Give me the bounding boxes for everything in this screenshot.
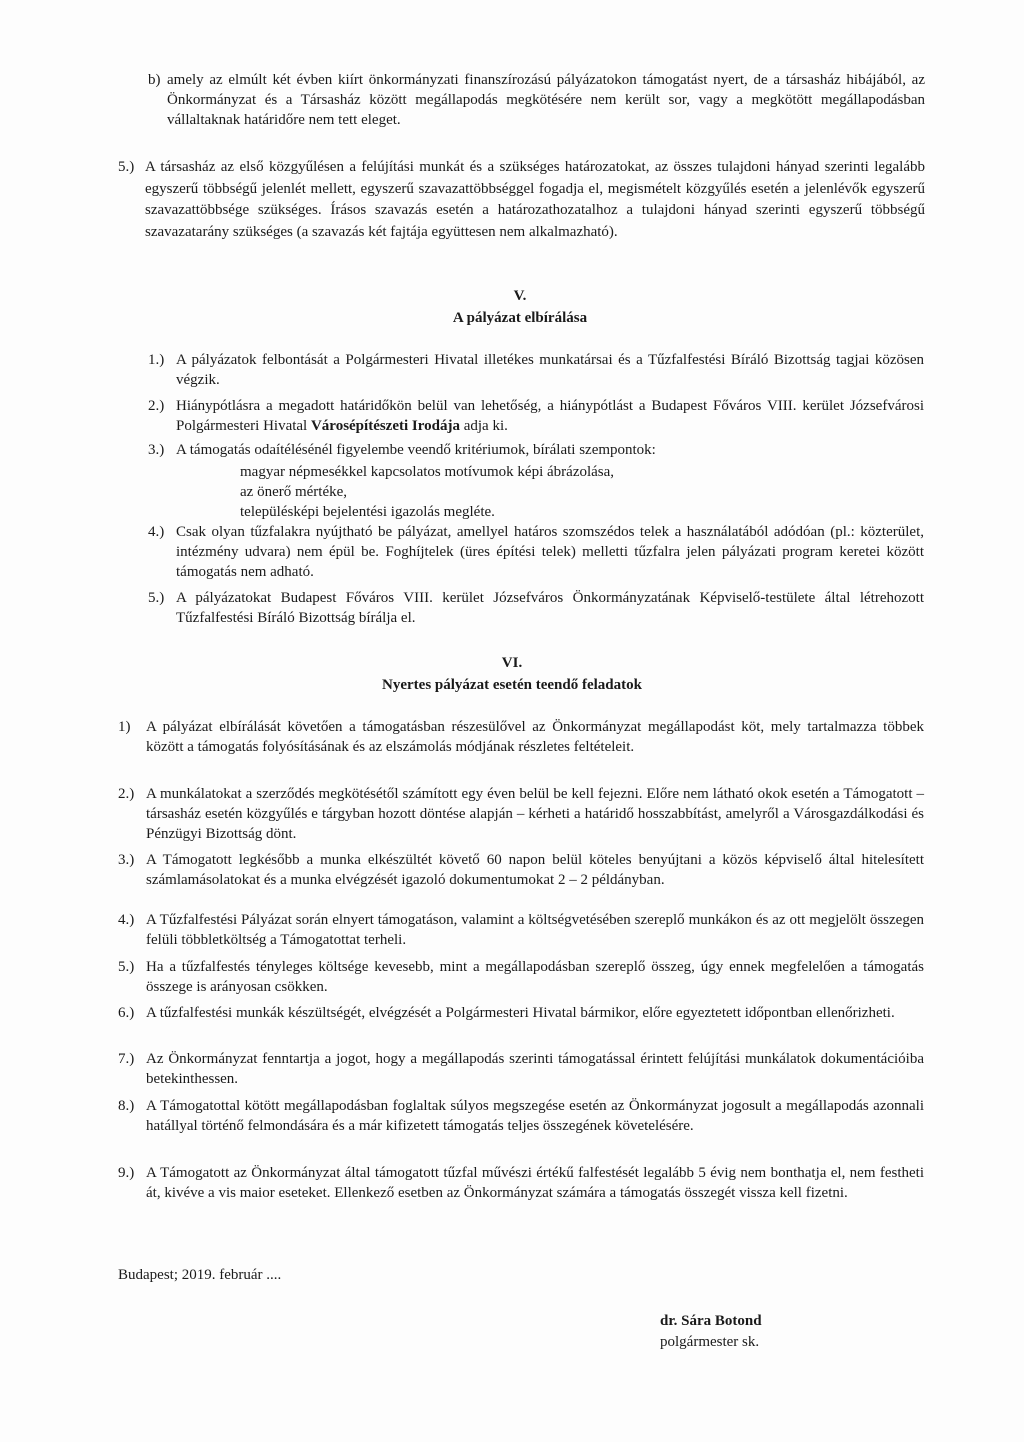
list-item — [148, 588, 924, 628]
section-roman-numeral: V. — [513, 288, 527, 304]
list-item — [148, 440, 924, 522]
item-text: A pályázatok felbontását a Polgármesteri Hivatal illetékes munkatársai és a Tűzfalfestési Bíráló Bizottság tagjai közösen végzik. — [176, 352, 924, 388]
item-text: A Támogatott az Önkormányzat által támogatott tűzfal művészi értékű falfestését legalább 5 évig nem bonthatja el, nem festheti át, kivéve a vis maior eseteket. Ellenkező esetben az Önkormányzat számára a támogatás összegét vissza kell fizetni. — [146, 1165, 924, 1201]
list-item — [118, 784, 924, 844]
item-text: A tűzfalfestési munkák készültségét, elvégzését a Polgármesteri Hivatal bármikor, előre egyeztetett időpontban ellenőrizheti. — [146, 1005, 895, 1021]
item-text: A pályázatokat Budapest Főváros VIII. kerület Józsefváros Önkormányzatának Képviselő-testülete által létrehozott Tűzfalfestési Bíráló Bizottság bírálja el. — [176, 590, 924, 626]
item-number: b) — [148, 72, 161, 88]
item-text: A munkálatokat a szerződés megkötésétől számított egy éven belül be kell fejezni. Előre nem látható okok esetén a Támogatott – társasház esetén közgyűlés e tárgyban hozott döntése alapján – kérheti a határidő hosszabbítást, amelyről a Városgazdálkodási és Pénzügyi Bizottság dönt. — [146, 786, 924, 842]
item-number: 3.) — [118, 852, 135, 868]
item-number: 5.) — [118, 959, 135, 975]
item-number: 1.) — [148, 352, 165, 368]
section-roman-numeral: VI. — [501, 655, 523, 671]
section-v-heading — [0, 286, 1024, 328]
list-item — [148, 522, 924, 582]
criteria-list — [240, 462, 924, 522]
item-number: 8.) — [118, 1098, 135, 1114]
list-item — [118, 717, 924, 757]
list-item-5 — [118, 157, 925, 243]
criteria-item: az önerő mértéke, — [240, 484, 348, 500]
item-text: A támogatás odaítélésénél figyelembe veendő kritériumok, bírálati szempontok: — [176, 442, 656, 458]
signer-title: polgármester sk. — [660, 1334, 760, 1350]
item-number: 3.) — [148, 442, 165, 458]
section-vi-heading — [0, 653, 1024, 695]
item-text: amely az elmúlt két évben kiírt önkormányzati finanszírozású pályázatokon támogatást nyert, de a társasház hibájából, az Önkormányzat és a Társasház között megállapodás megkötésére nem került sor, vagy a megkötött megállapodásban vállaltaknak határidőre nem tett eleget. — [167, 72, 925, 128]
list-item — [118, 957, 924, 997]
item-text: A Támogatott legkésőbb a munka elkészültét követő 60 napon belül köteles benyújtani a közös képviselő által hitelesített számlamásolatokat és a munka elvégzését igazoló dokumentumokat 2 – 2 példányban. — [146, 852, 924, 888]
list-item — [118, 1096, 924, 1136]
item-number: 5.) — [148, 590, 165, 606]
item-number: 2.) — [148, 398, 165, 414]
place-date: Budapest; 2019. február .... — [118, 1267, 282, 1283]
item-text: A társasház az első közgyűlésen a felújítási munkát és a szükséges határozatokat, az összes tulajdoni hányad szerinti legalább egyszerű többségű jelenlét mellett, egyszerű szavazattöbbséggel fogadja el, megismételt közgyűlés esetén a jelenlévők egyszerű szavazattöbbsége szükséges. Írásos szavazás esetén a határozathozatalhoz a tulajdoni hányad szerinti egyszerű többségű szavazatarány szükséges (a szavazás két fajtája együttesen nem alkalmazható). — [145, 159, 925, 240]
section-title: A pályázat elbírálása — [452, 310, 588, 326]
item-text-part: adja ki. — [459, 418, 508, 434]
list-item — [148, 350, 924, 390]
item-number: 9.) — [118, 1165, 135, 1181]
section-title: Nyertes pályázat esetén teendő feladatok — [382, 677, 642, 693]
item-text: Ha a tűzfalfestés tényleges költsége kevesebb, mint a megállapodásban szereplő összeg, úgy ennek megfelelően a támogatás összege is arányosan csökken. — [146, 959, 924, 995]
list-item — [118, 1003, 924, 1023]
list-item — [118, 850, 924, 890]
criteria-item: településképi bejelentési igazolás megléte. — [240, 504, 495, 520]
item-number: 4.) — [148, 524, 165, 540]
item-text: Az Önkormányzat fenntartja a jogot, hogy a megállapodás szerinti támogatással érintett felújítási munkálatok dokumentációiba betekinthessen. — [146, 1051, 924, 1087]
item-text: Csak olyan tűzfalakra nyújtható be pályázat, amellyel határos szomszédos telek a használatából adódóan (pl.: közterület, intézmény udvara) nem épül be. Foghíjtelek (üres építési telek) melletti tűzfalra jelen pályázati program keretei között támogatás nem adható. — [176, 524, 924, 580]
list-item — [118, 1049, 924, 1089]
criteria-item: magyar népmesékkel kapcsolatos motívumok képi ábrázolása, — [240, 464, 615, 480]
item-text: A pályázat elbírálását követően a támogatásban részesülővel az Önkormányzat megállapodást köt, mely tartalmazza többek között a támogatás folyósításának és az elszámolás módjának részletes feltételeit. — [146, 719, 924, 755]
list-item — [118, 910, 924, 950]
list-item — [148, 396, 924, 436]
item-number: 6.) — [118, 1005, 135, 1021]
item-number: 1) — [118, 719, 131, 735]
item-text-part: Hiánypótlásra a megadott határidőkön belül van lehetőség, a hiánypótlást a Budapest Főváros VIII. kerület Józsefvárosi Polgármesteri Hivatal — [176, 398, 924, 434]
signer-name: dr. Sára Botond — [660, 1313, 762, 1329]
item-text — [176, 396, 924, 436]
item-number: 7.) — [118, 1051, 135, 1067]
item-number: 4.) — [118, 912, 135, 928]
item-text: A Támogatottal kötött megállapodásban foglaltak súlyos megszegése esetén az Önkormányzat jogosult a megállapodás azonnali hatállyal történő felmondására és a már kifizetett támogatás teljes összegének követelésére. — [146, 1098, 924, 1134]
item-number: 2.) — [118, 786, 135, 802]
item-number: 5.) — [118, 159, 135, 175]
list-item-b — [148, 70, 925, 130]
item-text-bold: Városépítészeti Irodája — [310, 418, 460, 434]
item-text: A Tűzfalfestési Pályázat során elnyert támogatáson, valamint a költségvetésében szereplő munkákon és az ott megjelölt összegen felüli többletköltség a Támogatottat terheli. — [146, 912, 924, 948]
list-item — [118, 1163, 924, 1203]
